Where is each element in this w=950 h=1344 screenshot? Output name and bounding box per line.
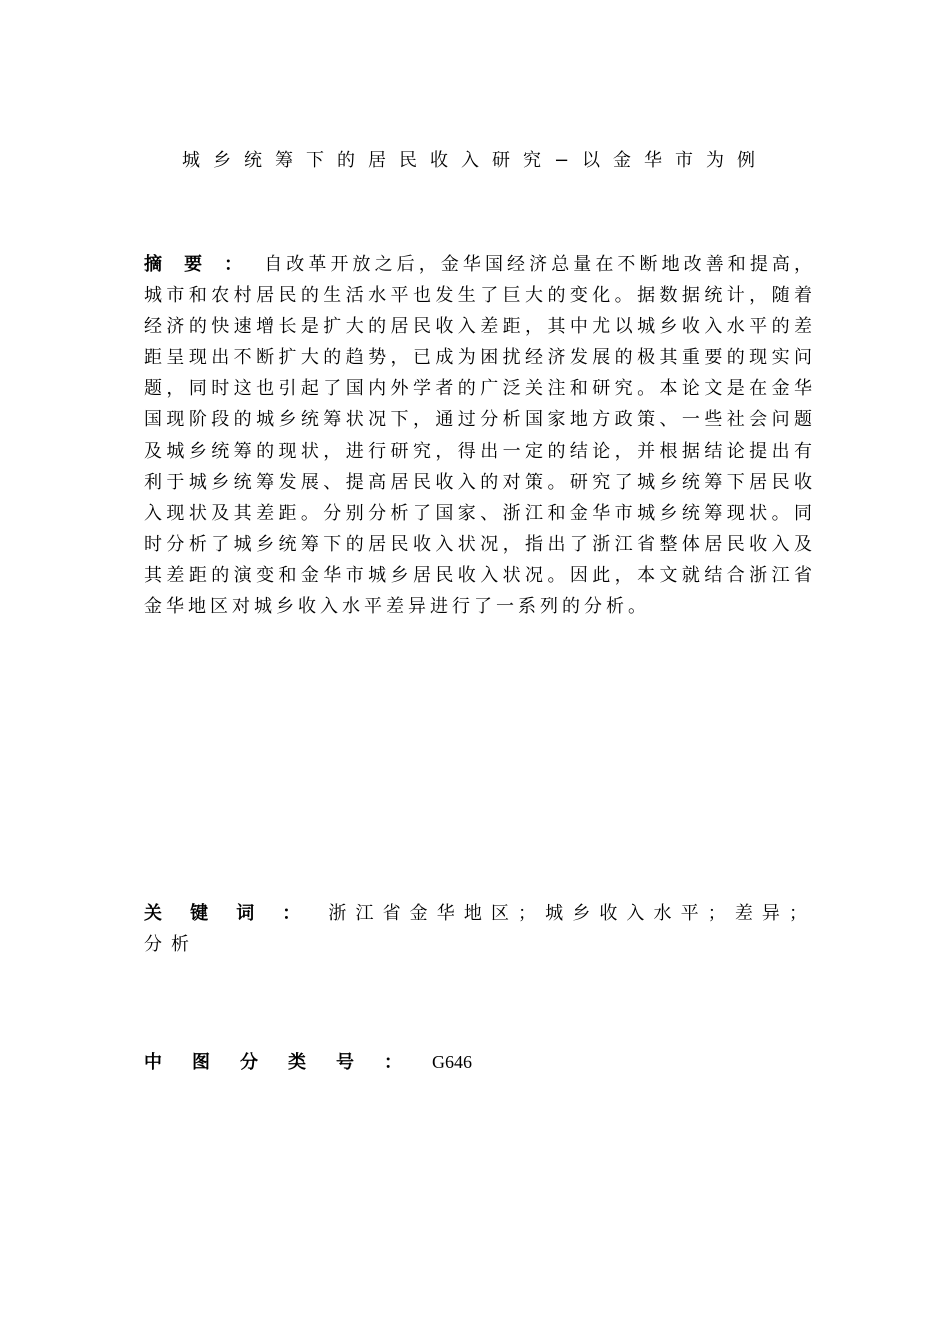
abstract-text: 自改革开放之后，金华国经济总量在不断地改善和提高，城市和农村居民的生活水平也发生了巨大的变化。据数据统计，随着经济的快速增长是扩大的居民收入差距，其中尤以城乡收入水平的差距呈现出不断扩大的趋势，已成为困扰经济发展的极其重要的现实问题，同时这也引起了国内外学者的广泛关注和研究。本论文是在金华国现阶段的城乡统筹状况下，通过分析国家地方政策、一些社会问题及城乡统筹的现状，进行研究，得出一定的结论，并根据结论提出有利于城乡统筹发展、提高居民收入的对策。研究了城乡统筹下居民收入现状及其差距。分别分析了国家、浙江和金华市城乡统筹现状。同时分析了城乡统筹下的居民收入状况，指出了浙江省整体居民收入及其差距的演变和金华市城乡居民收入状况。因此，本文就结合浙江省金华地区对城乡收入水平差异进行了一系列的分析。 [144,254,817,618]
keywords-label: 关键词： [144,903,329,924]
keywords-section [144,898,816,960]
abstract-section [144,249,816,622]
classification-section [144,1047,816,1078]
abstract-label: 摘要： [144,254,265,275]
classification-number: G646 [432,1052,472,1072]
classification-label: 中图分类号： [144,1052,432,1073]
paper-title: 城乡统筹下的居民收入研究−以金华市为例 [181,150,769,171]
keywords-text: 浙江省金华地区；城乡收入水平；差异；分析 [144,903,817,955]
